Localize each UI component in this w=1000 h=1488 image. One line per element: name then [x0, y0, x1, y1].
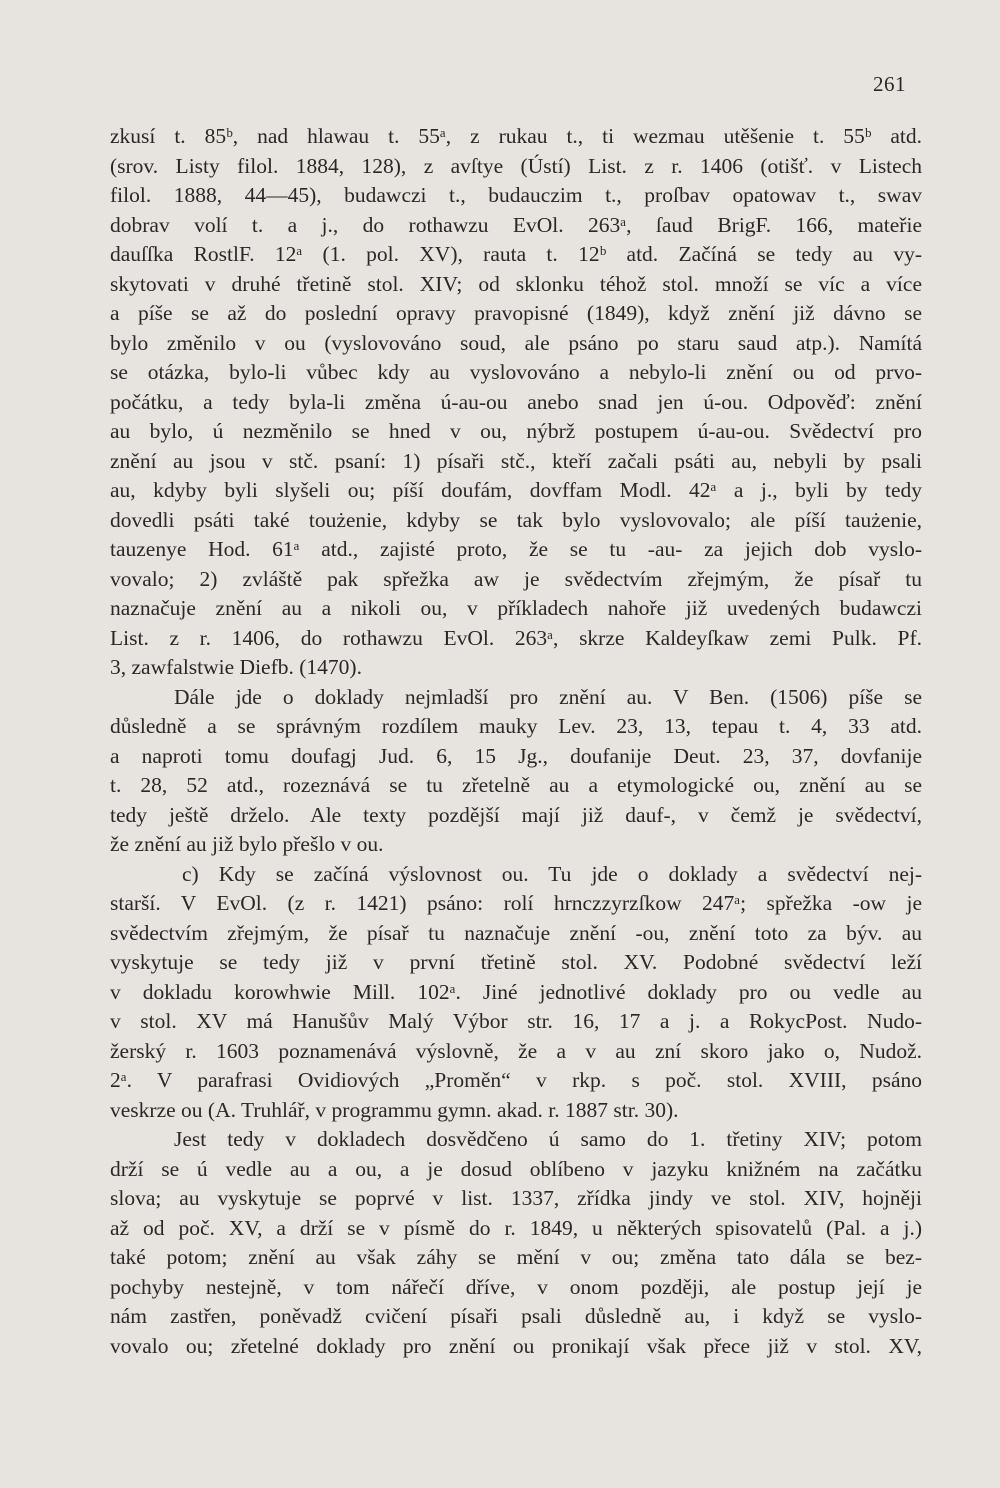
text-line: znění au jsou v stč. psaní: 1) písaři stč., kteří začali psáti au, nebyli by psali [110, 448, 922, 473]
text-line: žerský r. 1603 poznamenává výslovně, že a v au zní skoro jako o, Nudož. [110, 1038, 922, 1063]
text-line: List. z r. 1406, do rothawzu EvOl. 263ᵃ, skrze Kaldeyſkaw zemi Pulk. Pf. [110, 625, 922, 650]
text-line: tedy ještě drželo. Ale texty pozdější mají již dauf-, v čemž je svědectví, [110, 802, 922, 827]
text-line: c) Kdy se začíná výslovnost ou. Tu jde o doklady a svědectví nej- [182, 861, 922, 886]
text-line: až od poč. XV, a drží se v písmě do r. 1849, u některých spisovatelů (Pal. a j.) [110, 1215, 922, 1240]
text-line: také potom; znění au však záhy se mění v ou; změna tato dála se bez- [110, 1245, 922, 1269]
text-line: starší. V EvOl. (z r. 1421) psáno: rolí hrnczzyrzſkow 247ᵃ; spřežka -ow je [110, 891, 922, 915]
text-line: důsledně a se správným rozdílem mauky Lev. 23, 13, tepau t. 4, 33 atd. [110, 714, 922, 738]
text-line: vovalo ou; zřetelné doklady pro znění ou pronikají však přece již v stol. XV, [110, 1333, 922, 1358]
text-line: au bylo, ú nezměnilo se hned v ou, nýbrž postupem ú-au-ou. Svědectví pro [110, 419, 922, 443]
text-line: pochyby nestejně, v tom nářečí dříve, v onom později, ale postup její je [110, 1274, 922, 1299]
text-line: se otázka, bylo-li vůbec kdy au vyslovováno a nebylo-li znění ou od prvo- [110, 360, 922, 384]
text-line: veskrze ou (A. Truhlář, v programmu gymn. akad. r. 1887 str. 30). [110, 1097, 679, 1122]
text-line: bylo změnilo v ou (vyslovováno soud, ale psáno po staru saud atp.). Namítá [110, 330, 922, 355]
text-line: au, kdyby byli slyšeli ou; píší doufám, dovffam Modl. 42ᵃ a j., byli by tedy [110, 478, 922, 502]
text-line: vyskytuje se tedy již v první třetině stol. XV. Podobné svědectví leží [110, 950, 922, 974]
text-line: vovalo; 2) zvláště pak spřežka aw je svědectvím zřejmým, že písař tu [110, 566, 922, 591]
text-line: v stol. XV má Hanušův Malý Výbor str. 16, 17 a j. a RokycPost. Nudo- [110, 1009, 922, 1033]
body-text [110, 122, 922, 1361]
text-line: drží se ú vedle au a ou, a je dosud oblíbeno v jazyku knižném na začátku [110, 1156, 922, 1181]
text-line: dauſſka RostlF. 12ᵃ (1. pol. XV), rauta t. 12ᵇ atd. Začíná se tedy au vy- [110, 242, 922, 266]
text-line: filol. 1888, 44—45), budawczi t., budauczim t., proſbav opatowav t., swav [110, 183, 922, 207]
text-line: a naproti tomu doufagj Jud. 6, 15 Jg., doufanije Deut. 23, 37, dovfanije [110, 743, 922, 768]
text-line: že znění au již bylo přešlo v ou. [110, 832, 384, 856]
text-line: (srov. Listy filol. 1884, 128), z avſtye (Ústí) List. z r. 1406 (otišť. v Listech [110, 153, 922, 178]
text-line: 3, zawfalstwie Diefb. (1470). [110, 655, 362, 679]
text-line: nám zastřen, poněvadž cvičení písaři psali důsledně au, i když se vyslo- [110, 1304, 922, 1328]
text-line: Dále jde o doklady nejmladší pro znění au. V Ben. (1506) píše se [174, 684, 922, 709]
text-line: 2ᵃ. V parafrasi Ovidiových „Proměn“ v rkp. s poč. stol. XVIII, psáno [110, 1068, 922, 1092]
text-line: tauzenye Hod. 61ᵃ atd., zajisté proto, že se tu -au- za jejich dob vyslo- [110, 537, 922, 561]
text-line: svědectvím zřejmým, že písař tu naznačuje znění -ou, znění toto za býv. au [110, 920, 922, 945]
text-line: počátku, a tedy byla-li změna ú-au-ou anebo snad jen ú-ou. Odpověď: znění [110, 389, 922, 414]
text-line: Jest tedy v dokladech dosvědčeno ú samo do 1. třetiny XIV; potom [174, 1127, 922, 1151]
text-line: dovedli psáti také toużenie, kdyby se tak bylo vyslovovalo; ale píší taużenie, [110, 507, 922, 532]
page-number: 261 [873, 72, 906, 96]
text-line: zkusí t. 85ᵇ, nad hlawau t. 55ᵃ, z rukau t., ti wezmau utěšenie t. 55ᵇ atd. [110, 124, 922, 148]
text-line: skytovati v druhé třetině stol. XIV; od sklonku téhož stol. množí se víc a více [110, 271, 922, 296]
text-line: slova; au vyskytuje se poprvé v list. 1337, zřídka jindy ve stol. XIV, hojněji [110, 1186, 922, 1210]
text-line: v dokladu korowhwie Mill. 102ᵃ. Jiné jednotlivé doklady pro ou vedle au [110, 979, 922, 1004]
text-line: t. 28, 52 atd., rozeznává se tu zřetelně au a etymologické ou, znění au se [110, 773, 922, 797]
text-line: dobrav volí t. a j., do rothawzu EvOl. 263ᵃ, ſaud BrigF. 166, mateřie [110, 212, 922, 237]
text-line: naznačuje znění au a nikoli ou, v příkladech nahoře již uvedených budawczi [110, 596, 922, 620]
text-line: a píše se až do poslední opravy pravopisné (1849), když znění již dávno se [110, 301, 922, 325]
